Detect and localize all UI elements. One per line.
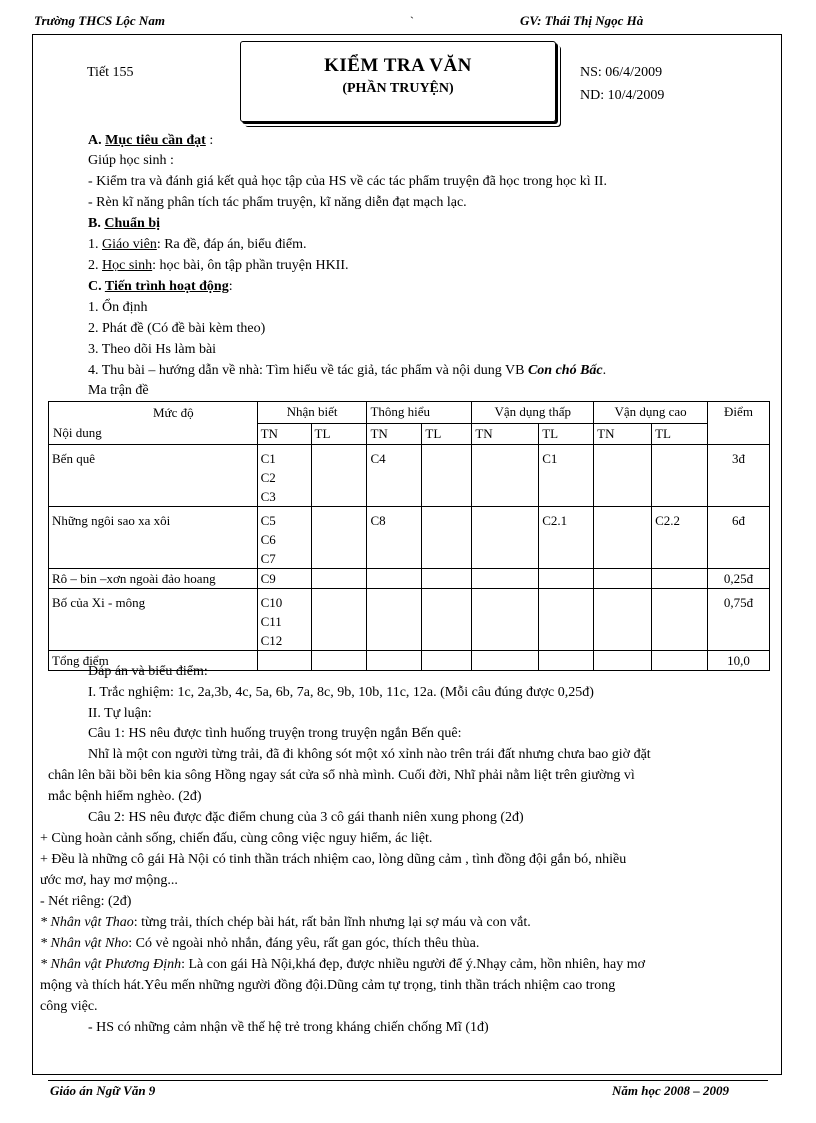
answers-title: Đáp án và biểu điểm:: [88, 664, 208, 679]
matrix-cell: C2.1: [539, 507, 594, 569]
character-phuong-dinh: * Nhân vật Phương Định: Là con gái Hà Nội,khá đẹp, được nhiều người để ý.Nhạy cảm, hồn nhiên, hay mơ: [40, 957, 645, 972]
matrix-cell: [422, 507, 472, 569]
matrix-score: 3đ: [708, 445, 770, 507]
matrix-cell: [539, 651, 594, 671]
matrix-cell: [539, 589, 594, 651]
matrix-cell: C10 C11 C12: [257, 589, 311, 651]
matrix-cell: [311, 445, 367, 507]
page-title: KIỂM TRA VĂN: [324, 55, 472, 76]
matrix-table: [48, 401, 770, 671]
matrix-corner: [49, 402, 258, 445]
matrix-row: [49, 569, 770, 589]
matrix-cell: [472, 589, 539, 651]
matrix-score: 0,75đ: [708, 589, 770, 651]
character-phuong-dinh-cont: công việc.: [40, 999, 98, 1014]
matrix-content-label: Nội dung: [53, 425, 102, 440]
matrix-cell: [257, 651, 311, 671]
matrix-cell: [367, 589, 422, 651]
answers-part1: I. Trắc nghiệm: 1c, 2a,3b, 4c, 5a, 6b, 7a, 8c, 9b, 10b, 11c, 12a. (Mỗi câu đúng được 0,25đ): [88, 685, 594, 700]
character-nho: * Nhân vật Nho: Có vẻ ngoài nhỏ nhắn, đáng yêu, rất gan góc, thích thêu thùa.: [40, 936, 480, 951]
section-a-line: - Rèn kĩ năng phân tích tác phẩm truyện, kĩ năng diễn đạt mạch lạc.: [88, 195, 467, 210]
matrix-cell: [539, 569, 594, 589]
matrix-row-name: Những ngôi sao xa xôi: [49, 507, 258, 569]
matrix-cell: C9: [257, 569, 311, 589]
footer-rule: [48, 1080, 768, 1081]
matrix-cell: [311, 507, 367, 569]
matrix-cell: [422, 569, 472, 589]
matrix-cell: [594, 651, 652, 671]
answer-point: + Cùng hoàn cảnh sống, chiến đấu, cùng công việc nguy hiểm, ác liệt.: [40, 831, 433, 846]
matrix-level: Nhận biết: [257, 402, 367, 424]
matrix-row-name: Rô – bin –xơn ngoài đảo hoang: [49, 569, 258, 589]
matrix-score: 6đ: [708, 507, 770, 569]
matrix-cell: [311, 569, 367, 589]
matrix-cell: [367, 569, 422, 589]
matrix-cell: [594, 507, 652, 569]
section-c-step: 2. Phát đề (Có đề bài kèm theo): [88, 321, 266, 336]
matrix-score: 10,0: [708, 651, 770, 671]
section-b-heading: B. Chuẩn bị: [88, 216, 160, 231]
matrix-cell: [652, 569, 708, 589]
section-c-step-4: 4. Thu bài – hướng dẫn về nhà: Tìm hiểu về tác giả, tác phẩm và nội dung VB Con chó Bấc.: [88, 363, 607, 378]
section-a-heading: A. Mục tiêu cần đạt :: [88, 133, 214, 148]
matrix-cell: C1: [539, 445, 594, 507]
matrix-cell: [652, 589, 708, 651]
matrix-level: Thông hiểu: [367, 402, 472, 424]
answer-point: + Đều là những cô gái Hà Nội có tinh thần trách nhiệm cao, lòng dũng cảm , tình đồng đội gắn bó, nhiều: [40, 852, 627, 867]
answer-q2: Câu 2: HS nêu được đặc điểm chung của 3 cô gái thanh niên xung phong (2đ): [88, 810, 524, 825]
matrix-row: [49, 507, 770, 569]
matrix-sub: TN: [367, 423, 422, 445]
header-mark: `: [410, 14, 414, 28]
matrix-row-name: Bến quê: [49, 445, 258, 507]
matrix-row-name: Tổng điểm: [49, 651, 258, 671]
date-nd: ND: 10/4/2009: [580, 88, 665, 103]
matrix-cell: [311, 589, 367, 651]
matrix-cell: C5 C6 C7: [257, 507, 311, 569]
header-teacher: GV: Thái Thị Ngọc Hà: [520, 13, 644, 28]
matrix-cell: [594, 569, 652, 589]
section-c-step: 1. Ổn định: [88, 300, 148, 315]
matrix-level: Vận dụng thấp: [472, 402, 594, 424]
matrix-sub: TL: [311, 423, 367, 445]
matrix-body: [49, 445, 770, 671]
character-phuong-dinh-cont: mộng và thích hát.Yêu mến những người đồng đội.Dũng cảm tự trọng, tinh thần trách nhiệm cao trong: [40, 978, 616, 993]
section-b-teacher: 1. Giáo viên: Ra đề, đáp án, biểu điểm.: [88, 237, 307, 252]
answer-point: ước mơ, hay mơ mộng...: [40, 873, 178, 888]
matrix-row: [49, 589, 770, 651]
matrix-cell: [367, 651, 422, 671]
matrix-cell: [472, 507, 539, 569]
matrix-row: [49, 445, 770, 507]
matrix-cell: [652, 651, 708, 671]
section-a-line: Giúp học sinh :: [88, 153, 174, 168]
title-box: [240, 41, 556, 122]
footer-right: Năm học 2008 – 2009: [612, 1083, 729, 1098]
matrix-row-name: Bố của Xi - mông: [49, 589, 258, 651]
section-b-student: 2. Học sinh: học bài, ôn tập phần truyện HKII.: [88, 258, 349, 273]
matrix-cell: [422, 445, 472, 507]
matrix-cell: [422, 589, 472, 651]
date-ns: NS: 06/4/2009: [580, 65, 663, 80]
lesson-number: Tiết 155: [87, 65, 134, 80]
matrix-sub: TN: [472, 423, 539, 445]
matrix-cell: [311, 651, 367, 671]
matrix-cell: [594, 445, 652, 507]
answer-q1: Câu 1: HS nêu được tình huống truyện trong truyện ngắn Bến quê:: [88, 726, 462, 741]
answer-q1-text: Nhĩ là một con người từng trải, đã đi không sót một xó xỉnh nào trên trái đất nhưng chưa bao giờ đặt: [88, 747, 651, 762]
matrix-score: 0,25đ: [708, 569, 770, 589]
matrix-level-label: Mức độ: [153, 405, 194, 420]
answer-last: - HS có những cảm nhận về thế hệ trẻ trong kháng chiến chống Mĩ (1đ): [88, 1020, 489, 1035]
matrix-sub: TN: [594, 423, 652, 445]
section-c-step: 3. Theo dõi Hs làm bài: [88, 342, 217, 357]
matrix-sub: TL: [539, 423, 594, 445]
matrix-sub: TL: [422, 423, 472, 445]
character-thao: * Nhân vật Thao: từng trải, thích chép bài hát, rất bản lĩnh nhưng lại sợ máu và con vắt.: [40, 915, 531, 930]
header-school: Trường THCS Lộc Nam: [34, 13, 165, 28]
matrix-header-row: [49, 402, 770, 424]
footer-left: Giáo án Ngữ Văn 9: [50, 1083, 156, 1098]
page-subtitle: (PHẦN TRUYỆN): [342, 81, 454, 96]
matrix-level: Vận dụng cao: [594, 402, 708, 424]
section-c-heading: C. Tiến trình hoạt động:: [88, 279, 233, 294]
matrix-cell: [472, 651, 539, 671]
matrix-cell: [594, 589, 652, 651]
matrix-cell: C4: [367, 445, 422, 507]
matrix-cell: [422, 651, 472, 671]
matrix-cell: C1 C2 C3: [257, 445, 311, 507]
matrix-label: Ma trận đề: [88, 383, 149, 398]
answer-q1-text: chân lên bãi bồi bên kia sông Hồng ngay sát cửa sổ nhà mình. Cuối đời, Nhĩ phải nằm liệt trên giường vì: [48, 768, 635, 783]
matrix-sub: TL: [652, 423, 708, 445]
section-a-line: - Kiểm tra và đánh giá kết quả học tập của HS về các tác phẩm truyện đã học trong học kì II.: [88, 174, 607, 189]
matrix-cell: [652, 445, 708, 507]
answers-part2: II. Tự luận:: [88, 706, 152, 721]
matrix-cell: C2.2: [652, 507, 708, 569]
matrix-cell: [472, 569, 539, 589]
answer-q1-text: mắc bệnh hiểm nghèo. (2đ): [48, 789, 202, 804]
matrix-score-header: Điểm: [708, 402, 770, 445]
matrix-cell: C8: [367, 507, 422, 569]
answer-point: - Nét riêng: (2đ): [40, 894, 132, 909]
matrix-sub: TN: [257, 423, 311, 445]
matrix-cell: [472, 445, 539, 507]
